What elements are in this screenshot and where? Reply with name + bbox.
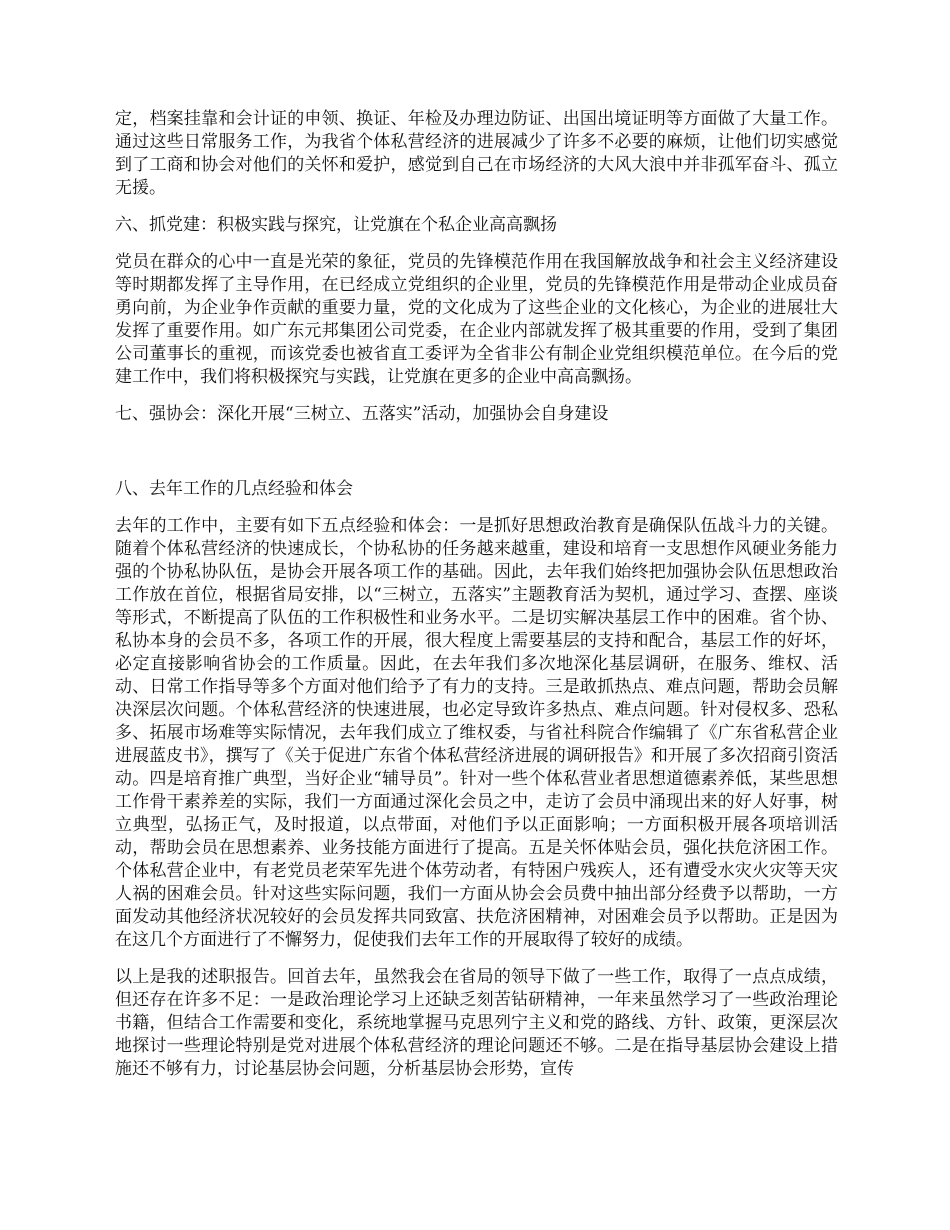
paragraph-report-summary: 以上是我的述职报告。回首去年，虽然我会在省局的领导下做了一些工作，取得了一点点成绩，但还存在许多不足：一是政治理论学习上还缺乏刻苦钻研精神，一年来虽然学习了一些政治理论书籍，但结合工作需要和变化，系统地掌握马克思列宁主义和党的路线、方针、政策，更深层次地探讨一些理论特别是党对进展个体私营经济的理论问题还不够。二是在指导基层协会建设上措施还不够有力，讨论基层协会问题，分析基层协会形势，宣传 xyxy=(115,967,838,1079)
heading-experience: 八、去年工作的几点经验和体会 xyxy=(115,479,353,499)
heading-strengthen-association: 七、强协会：深化开展“三树立、五落实”活动，加强协会自身建设 xyxy=(115,404,609,424)
blank-space xyxy=(115,440,838,478)
heading-party-building: 六、抓党建：积极实践与探究，让党旗在个私企业高高飘扬 xyxy=(115,215,557,235)
paragraph-five-experiences: 去年的工作中，主要有如下五点经验和体会：一是抓好思想政治教育是确保队伍战斗力的关键。随着个体私营经济的快速成长，个协私协的任务越来越重，建设和培育一支思想作风硬业务能力强的个协私协队伍，是协会开展各项工作的基础。因此，去年我们始终把加强协会队伍思想政治工作放在首位，根据省局安排，以“三树立，五落实”主题教育活为契机，通过学习、查摆、座谈等形式，不断提高了队伍的工作积极性和业务水平。二是切实解决基层工作中的困难。省个协、私协本身的会员不多，各项工作的开展，很大程度上需要基层的支持和配合，基层工作的好坏，必定直接影响省协会的工作质量。因此，在去年我们多次地深化基层调研，在服务、维权、活动、日常工作指导等多个方面对他们给予了有力的支持。三是敢抓热点、难点问题，帮助会员解决深层次问题。个体私营经济的快速进展，也必定导致许多热点、难点问题。针对侵权多、恐私多、拓展市场难等实际情况，去年我们成立了维权委，与省社科院合作编辑了《广东省私营企业进展蓝皮书》，撰写了《关于促进广东省个体私营经济进展的调研报告》和开展了多次招商引资活动。四是培育推广典型，当好企业“辅导员”。针对一些个体私营业者思想道德素养低，某些思想工作骨干素养差的实际，我们一方面通过深化会员之中，走访了会员中涌现出来的好人好事，树立典型，弘扬正气，及时报道，以点带面，对他们予以正面影响；一方面积极开展各项培训活动，帮助会员在思想素养、业务技能方面进行了提高。五是关怀体贴会员，强化扶危济困工作。个体私营企业中，有老党员老荣军先进个体劳动者，有特困户残疾人，还有遭受水灾火灾等天灾人祸的困难会员。针对这些实际问题，我们一方面从协会会员费中抽出部分经费予以帮助，一方面发动其他经济状况较好的会员发挥共同致富、扶危济困精神，对困难会员予以帮助。正是因为在这几个方面进行了不懈努力，促使我们去年工作的开展取得了较好的成绩。 xyxy=(115,516,838,950)
paragraph-daily-service: 定，档案挂靠和会计证的申领、换证、年检及办理边防证、出国出境证明等方面做了大量工作。通过这些日常服务工作，为我省个体私营经济的进展减少了许多不必要的麻烦，让他们切实感觉到了工商和协会对他们的关怀和爱护，感觉到自己在市场经济的大风大浪中并非孤军奋斗、孤立无援。 xyxy=(115,109,838,198)
paragraph-party-members: 党员在群众的心中一直是光荣的象征，党员的先锋模范作用在我国解放战争和社会主义经济建设等时期都发挥了主导作用，在已经成立党组织的企业里，党员的先锋模范作用是带动企业成员奋勇向前，为企业争作贡献的重要力量，党的文化成为了这些企业的文化核心，为企业的进展壮大发挥了重要作用。如广东元邦集团公司党委，在企业内部就发挥了极其重要的作用，受到了集团公司董事长的重视，而该党委也被省直工委评为全省非公有制企业党组织模范单位。在今后的党建工作中，我们将积极探究与实践，让党旗在更多的企业中高高飘扬。 xyxy=(115,252,838,387)
